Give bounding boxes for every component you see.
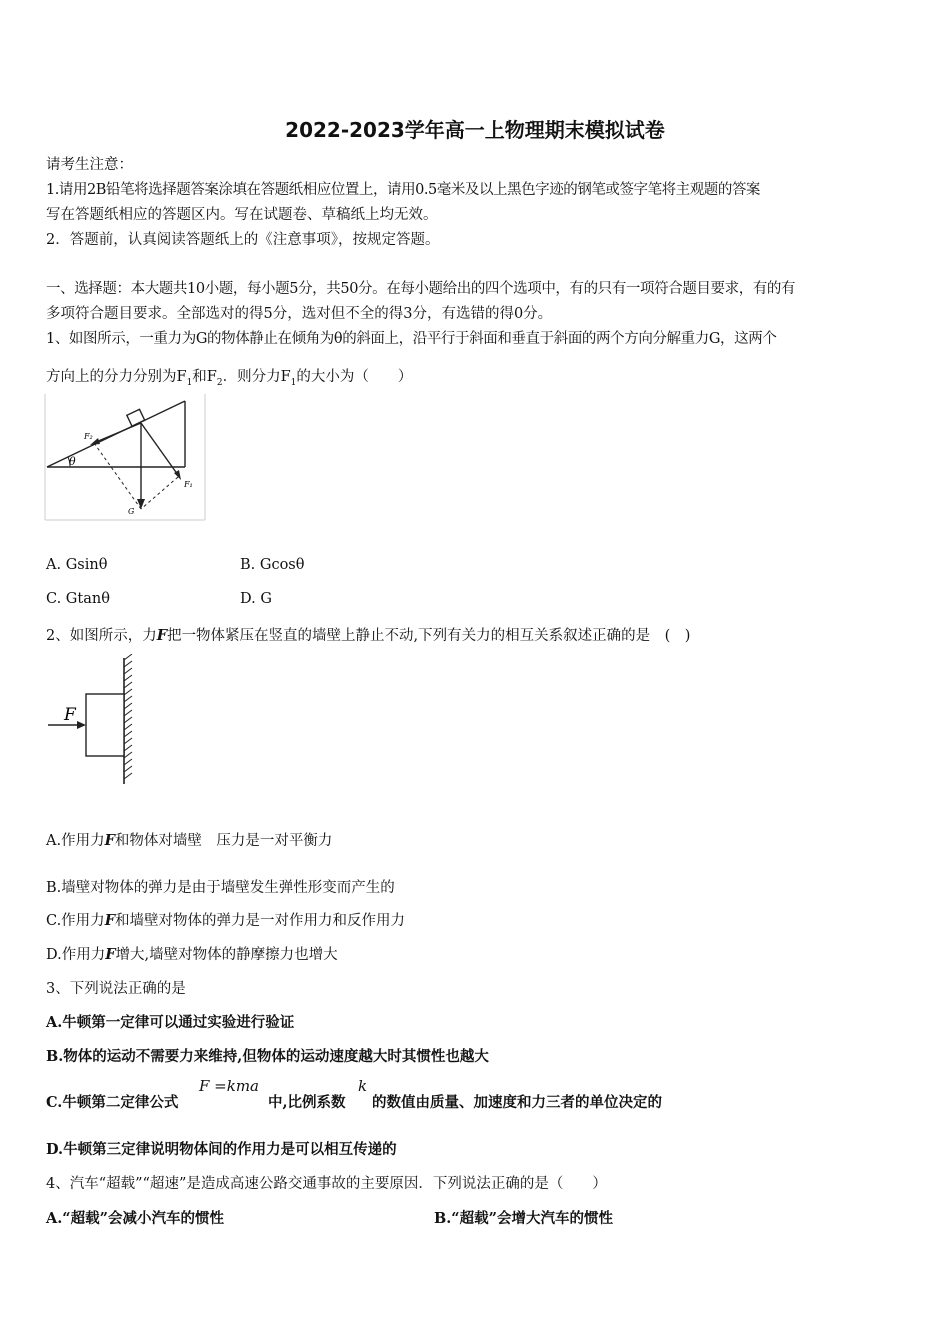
notice-line-2: 2．答题前，认真阅读答题纸上的《注意事项》，按规定答题。	[46, 232, 440, 248]
q3-option-a: A.牛顿第一定律可以通过实验进行验证	[46, 1014, 295, 1031]
q2-option-c: C.作用力F和墙壁对物体的弹力是一对作用力和反作用力	[46, 912, 405, 929]
q3-option-c-mid: 中,比例系数	[268, 1094, 346, 1111]
q1-option-c: C. Gtanθ	[46, 591, 110, 607]
section-line-1: 一、选择题：本大题共10小题，每小题5分，共50分。在每小题给出的四个选项中，有的只有一项符合题目要求，有的有	[46, 281, 796, 297]
q1-option-d: D. G	[240, 591, 272, 607]
q3-option-d: D.牛顿第三定律说明物体间的作用力是可以相互传递的	[46, 1141, 397, 1158]
q3-option-b: B.物体的运动不需要力来维持,但物体的运动速度越大时其惯性也越大	[46, 1048, 489, 1065]
wall-diagram	[44, 654, 140, 788]
q2-option-d: D.作用力F增大,墙壁对物体的静摩擦力也增大	[46, 946, 338, 963]
q4-option-a: A.“超载”会减小汽车的惯性	[46, 1210, 224, 1227]
incline-diagram	[44, 393, 208, 523]
q2-option-b: B.墙壁对物体的弹力是由于墙壁发生弹性形变而产生的	[46, 880, 395, 896]
page-title: 2022-2023学年高一上物理期末模拟试卷	[285, 118, 665, 142]
formula-f-kma: F =kma	[199, 1077, 259, 1095]
label-f2: F₂	[84, 432, 93, 441]
notice-heading: 请考生注意：	[46, 157, 133, 173]
section-line-2: 多项符合题目要求。全部选对的得5分，选对但不全的得3分，有选错的得0分。	[46, 306, 553, 322]
q1-option-b: B. Gcosθ	[240, 557, 305, 573]
label-g: G	[128, 507, 135, 516]
q1-stem-line-2: 方向上的分力分别为$F_1$和$F_2$．则分力$F_1$的大小为（ ）	[46, 369, 413, 388]
q3-option-c-post: 的数值由质量、加速度和力三者的单位决定的	[372, 1094, 662, 1111]
q2-stem: 2、如图所示，力F把一物体紧压在竖直的墙壁上静止不动,下列有关力的相互关系叙述正确的是 ( )	[46, 627, 691, 644]
q3-option-c-pre: C.牛顿第二定律公式	[46, 1094, 179, 1111]
q4-option-b: B.“超载”会增大汽车的惯性	[434, 1210, 613, 1227]
notice-line-1b: 写在答题纸相应的答题区内。写在试题卷、草稿纸上均无效。	[46, 207, 438, 223]
q1-stem-line-1: 1、如图所示，一重力为G的物体静止在倾角为θ的斜面上，沿平行于斜面和垂直于斜面的两个方向分解重力G，这两个	[46, 331, 777, 347]
notice-line-1a: 1.请用2B铅笔将选择题答案涂填在答题纸相应位置上，请用0.5毫米及以上黑色字迹的钢笔或签字笔将主观题的答案	[46, 182, 760, 198]
symbol-k: k	[358, 1077, 368, 1095]
label-f: F	[64, 705, 76, 725]
q2-option-a: A.作用力F和物体对墙壁 压力是一对平衡力	[46, 832, 333, 849]
q3-stem: 3、下列说法正确的是	[46, 981, 186, 997]
q1-option-a: A. Gsinθ	[46, 557, 108, 573]
q4-stem: 4、汽车“超载”“超速”是造成高速公路交通事故的主要原因．下列说法正确的是（ ）	[46, 1176, 607, 1192]
label-f1: F₁	[184, 480, 193, 489]
label-theta: θ	[69, 455, 76, 468]
